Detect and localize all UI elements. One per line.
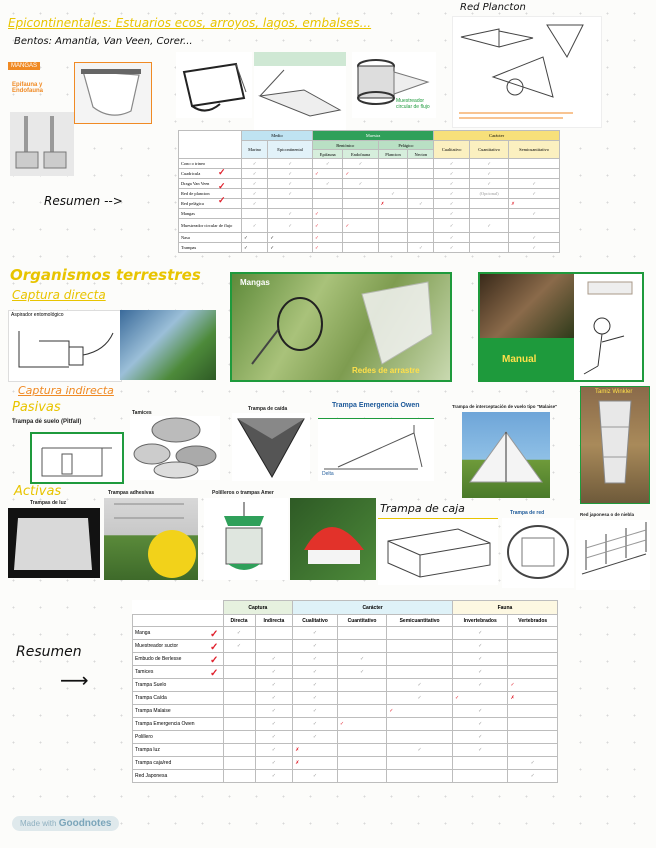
trampa-luz-label: Trampas de luz — [30, 500, 67, 506]
row-label: Mangas — [179, 209, 242, 219]
left-checkmarks: ✓ ✓ ✓ — [218, 167, 226, 205]
row-label: Tamices — [133, 666, 224, 679]
red-japonesa-label: Red japonesa o de niebla — [580, 512, 635, 517]
trampa-caja-label: Trampa de caja — [380, 502, 465, 515]
polilleros-label: Polilleros o trampas Amer — [212, 490, 274, 496]
th-epicontinental: Epicontinental — [268, 141, 313, 159]
trampa-malaise-label: Trampa de interceptación de vuelo tipo "Malaise" — [452, 404, 558, 409]
trampa-suelo-label: Trampa de suelo (Pitfall) — [12, 419, 82, 425]
th-muestra: Muestra — [312, 131, 433, 141]
row-label: Trampa Emergencia Owen — [133, 718, 224, 731]
th-cuantitativo-b: Cuantitativo — [337, 615, 386, 627]
opcional-note: (Opcional) — [470, 189, 509, 199]
trampa-caida-photo — [232, 413, 310, 481]
captura-directa: Captura directa — [12, 288, 106, 302]
organismos-title: Organismos terrestres — [10, 266, 201, 284]
tamices-label: Tamices — [132, 410, 152, 416]
trampa-caida-label: Trampa de caída — [248, 406, 288, 412]
row-label: Polillero — [133, 731, 224, 744]
row-label: Trampa Suelo — [133, 679, 224, 692]
mangas-panel — [8, 62, 68, 110]
row-label: Trampas — [179, 243, 242, 253]
trampa-owen-label: Trampa Emergencia Owen — [332, 402, 420, 409]
captura-indirecta: Captura indirecta — [18, 384, 114, 397]
arrastre-panel — [254, 52, 346, 134]
th-caracter: Carácter — [434, 131, 560, 141]
resumen-1: Resumen --> — [44, 194, 123, 208]
mangas-tag: MANGAS — [8, 62, 40, 70]
row-label: Manga — [133, 627, 224, 640]
th-epifauna: Epifauna — [312, 150, 342, 159]
row-label: Cuadricula — [179, 169, 242, 179]
resumen-arrow: ⟶ — [60, 668, 89, 692]
th-semicuantitativo: Semicuantitativo — [509, 141, 560, 159]
row-label: Trampa Malaise — [133, 705, 224, 718]
red-plancton-title: Red Plancton — [460, 2, 526, 13]
row-label: Red Japonesa — [133, 770, 224, 783]
bottom-left-checkmarks: ✓ ✓ ✓ ✓ — [210, 629, 219, 679]
row-label: Draga Van Veen — [179, 179, 242, 189]
tamiz-winkler-label: Tamiz Winkler — [595, 389, 633, 395]
th-bentonico: Bentónico — [312, 141, 378, 150]
th-plancton: Plancton — [378, 150, 408, 159]
trampa-red-photo — [502, 518, 574, 588]
th-medio: Medio — [242, 131, 313, 141]
redes-arrastre-label: Redes de arrastre — [352, 366, 420, 375]
trampa-luz-photo — [8, 508, 100, 578]
muestreador-label: Muestreador circular de flujo — [396, 98, 430, 110]
row-label: Trampa caja/red — [133, 757, 224, 770]
th-directa: Directa — [223, 615, 255, 627]
row-label: Muestreador circular de flujo — [179, 219, 242, 233]
th-endofauna: Endofauna — [343, 150, 378, 159]
trampa-owen-diagram — [318, 418, 434, 481]
red-plancton-diagram — [452, 16, 602, 128]
aspirador-photo — [120, 310, 216, 380]
th-captura: Captura — [223, 601, 293, 615]
mangas-photo-panel — [230, 272, 452, 382]
tamiz-winkler-photo — [580, 386, 650, 504]
th-semicuantitativo-b: Semicuantitativo — [387, 615, 453, 627]
muestreador-photo — [352, 52, 436, 118]
manual-panel — [478, 272, 644, 382]
epifauna-label: Epifauna y Endofauna — [12, 82, 43, 94]
pasivas: Pasivas — [12, 400, 61, 415]
trampa-caja-photo — [378, 518, 498, 585]
th-marino: Marino — [242, 141, 268, 159]
th-indirecta: Indirecta — [255, 615, 293, 627]
red-japonesa-diagram — [576, 520, 650, 590]
th-invertebrados: Invertebrados — [452, 615, 508, 627]
sampler-photo — [10, 112, 74, 176]
trampa-suelo-panel — [30, 432, 124, 484]
trampas-adhesivas-label: Trampas adhesivas — [108, 490, 155, 496]
manual-label: Manual — [502, 354, 537, 365]
row-label: Cono o trineo — [179, 159, 242, 169]
th-cualitativo: Cualitativo — [434, 141, 470, 159]
resumen-2: Resumen — [16, 644, 82, 660]
row-label: Trampa luz — [133, 744, 224, 757]
goodnotes-badge[interactable] — [12, 816, 119, 831]
trampa-malaise-photo — [462, 412, 550, 498]
row-label: Trampa Caída — [133, 692, 224, 705]
heading-epicontinentales: Epicontinentales: Estuarios ecos, arroyos, lagos, embalses... — [8, 16, 372, 30]
th-cualitativo-b: Cualitativo — [293, 615, 338, 627]
brand-pre: Made with — [20, 819, 57, 828]
aspirador-panel — [8, 310, 122, 382]
th-cuantitativo: Cuantitativo — [470, 141, 509, 159]
trampas-adhesivas-photo — [104, 498, 198, 580]
row-label: Nasa — [179, 233, 242, 243]
th-vertebrados: Vertebrados — [508, 615, 558, 627]
polillero-photo — [290, 498, 376, 580]
th-pelagico: Pelágico — [378, 141, 434, 150]
bentos-line: Bentos: Amantia, Van Veen, Corer... — [14, 36, 193, 47]
arrastre-label: ARRASTRE (Trineo) — [286, 53, 320, 65]
brand-name: Goodnotes — [58, 818, 112, 829]
aspirador-label: Aspirador entomológico — [11, 312, 64, 318]
polillero-diagram — [204, 498, 288, 580]
delta-label: Delta — [322, 471, 334, 477]
row-label: Embudo de Berlesse — [133, 653, 224, 666]
trampa-red-label: Trampa de red — [510, 510, 545, 516]
tamices-photo — [130, 416, 220, 480]
row-label: Red de plancton — [179, 189, 242, 199]
manual-photo — [480, 274, 574, 338]
top-summary-table: Medio Muestra Carácter Marino Epicontinental Bentónico Pelágico Cualitativo Cuantitativo Semicuantitativo Epifauna Endofauna Plancton Necton Cono o trineo ✓ ✓ ✓ ✓ ✓ ✓ Cuadricula ✓ ✓ ✓ ✓ ✓ ✓ Draga Van Veen ✓ ✓ ✓ ✓ ✓ ✓ ✓ Red de plancton ✓ ✓ ✓ ✓ (Opcional) ✓ Red pelágica ✓ ✗ ✓ ✓ ✗ Mangas ✓ ✓ ✓ ✓ Muestreador circular de flujo ✓ ✓ ✓ ✓ ✓ ✓ Nasa ✓ ✓ ✓ ✓ ✓ Trampas ✓ ✓ ✓ ✓ ✓ ✓ — [178, 130, 560, 253]
bottom-summary-table: Captura Carácter Fauna Directa Indirecta Cualitativo Cuantitativo Semicuantitativo Invertebrados Vertebrados Manga ✓ ✓ ✓ Muestreador suctor ✓ ✓ ✓ Embudo de Berlesse ✓ ✓ ✓ ✓ Tamices ✓ ✓ ✓ ✓ Trampa Suelo ✓ ✓ ✓ ✓ ✓ Trampa Caída ✓ ✓ ✓ ✓ ✗ Trampa Malaise ✓ ✓ ✓ ✓ Trampa Emergencia Owen ✓ ✓ ✓ ✓ Polillero ✓ ✓ ✓ Trampa luz ✓ ✗ ✓ ✓ Trampa caja/red ✓ ✗ ✓ Red Japonesa ✓ ✓ ✓ — [132, 600, 558, 783]
row-label: Muestreador suctor — [133, 640, 224, 653]
mangas-photo-label: Mangas — [240, 278, 270, 287]
sledge-photo — [176, 52, 252, 118]
th-fauna: Fauna — [452, 601, 557, 615]
row-label: Red pelágica — [179, 199, 242, 209]
th-caracter-bottom: Carácter — [293, 601, 453, 615]
manga-bag-photo — [74, 62, 152, 124]
activas: Activas — [14, 484, 62, 499]
th-necton: Necton — [408, 150, 434, 159]
